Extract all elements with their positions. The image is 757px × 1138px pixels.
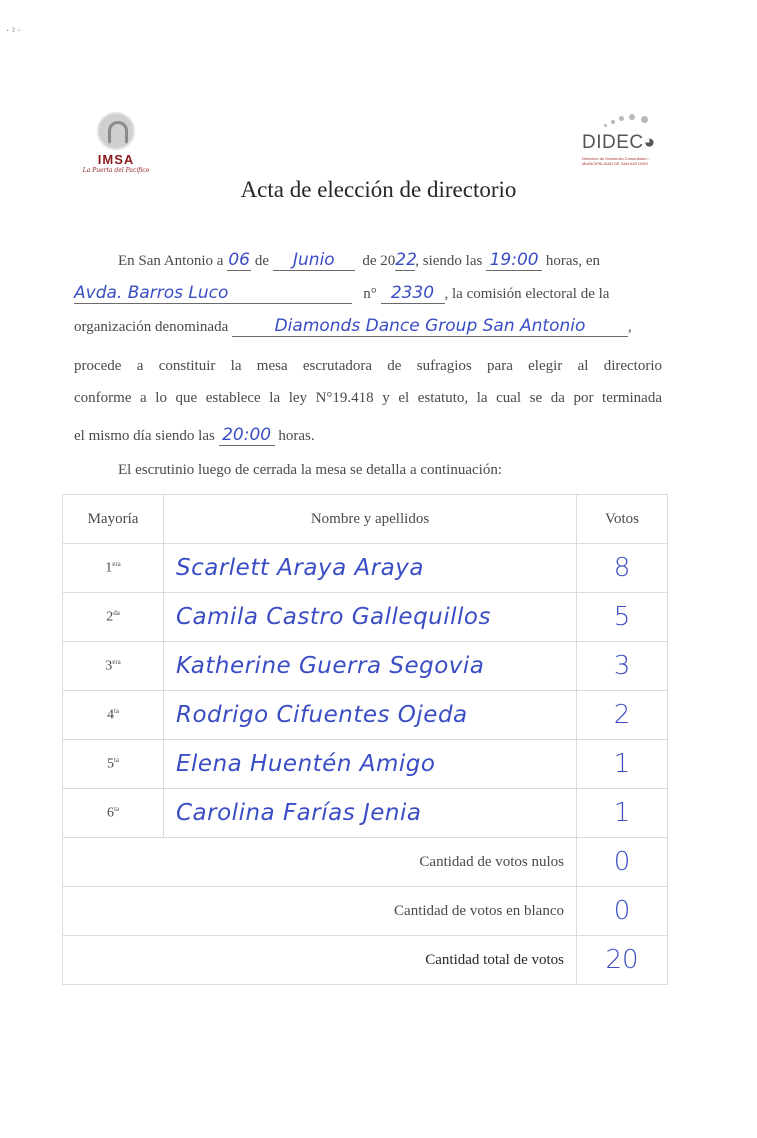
- votes-cell: 2: [577, 691, 668, 740]
- candidate-name-cell: Carolina Farías Jenia: [164, 789, 577, 838]
- rank-cell: $2^{da}$: [63, 593, 164, 642]
- paragraph-line-6: el mismo día siendo las 20:00 horas.: [74, 425, 315, 445]
- table-row: [63, 593, 668, 642]
- votes-header: Votos: [577, 495, 668, 544]
- dideco-logo-name: DIDEC◕: [582, 132, 656, 153]
- document-title: Acta de elección de directorio: [240, 177, 517, 202]
- null-votes-row: [63, 838, 668, 887]
- null-votes-value: 0: [577, 838, 668, 887]
- votes-cell: 5: [577, 593, 668, 642]
- rank-header: Mayoría: [63, 495, 164, 544]
- month-field: Junio: [273, 250, 355, 271]
- imsa-logo-name: IMSA: [97, 152, 135, 167]
- rank-cell: $5^{ta}$: [63, 740, 164, 789]
- candidate-name-cell: Rodrigo Cifuentes Ojeda: [164, 691, 577, 740]
- blank-votes-row: [63, 887, 668, 936]
- start-time-field: 19:00: [486, 250, 542, 271]
- end-time-field: 20:00: [219, 425, 275, 446]
- address-number-field: 2330: [381, 283, 445, 304]
- paragraph-line-3: organización denominada Diamonds Dance Group San Antonio ,: [74, 316, 632, 336]
- name-header: Nombre y apellidos: [164, 495, 577, 544]
- paragraph-line-4: procede a constituir la mesa escrutadora de sufragios para elegir al directorio: [74, 358, 662, 374]
- dideco-dots-icon: [604, 112, 654, 130]
- blank-votes-label: Cantidad de votos en blanco: [63, 887, 577, 936]
- organization-field: Diamonds Dance Group San Antonio: [232, 316, 628, 337]
- table-row: [63, 544, 668, 593]
- imsa-logo: [76, 112, 156, 174]
- votes-cell: 3: [577, 642, 668, 691]
- rank-cell: $6^{ta}$: [63, 789, 164, 838]
- results-table: [62, 494, 668, 985]
- blank-votes-value: 0: [577, 887, 668, 936]
- null-votes-label: Cantidad de votos nulos: [63, 838, 577, 887]
- table-row: [63, 642, 668, 691]
- total-votes-value: 20: [577, 936, 668, 985]
- votes-cell: 8: [577, 544, 668, 593]
- dideco-logo-subtitle: Dirección de Desarrollo Comunitario I. MUNICIPALIDAD DE SAN ANTONIO: [582, 156, 650, 166]
- table-row: [63, 789, 668, 838]
- imsa-logo-tagline: La Puerta del Pacífico: [82, 167, 150, 174]
- candidate-name-cell: Camila Castro Gallequillos: [164, 593, 577, 642]
- rank-cell: $3^{era}$: [63, 642, 164, 691]
- total-votes-row: [63, 936, 668, 985]
- paragraph-line-7: El escrutinio luego de cerrada la mesa se detalla a continuación:: [118, 462, 503, 478]
- table-row: [63, 691, 668, 740]
- candidate-name-cell: Katherine Guerra Segovia: [164, 642, 577, 691]
- paragraph-line-5: conforme a lo que establece la ley N°19.418 y el estatuto, la cual se da por terminada: [74, 390, 662, 406]
- total-votes-label: Cantidad total de votos: [63, 936, 577, 985]
- paragraph-line-1: En San Antonio a 06 de Junio de 2022, siendo las 19:00 horas, en: [118, 250, 600, 270]
- year-field: 22: [395, 250, 417, 270]
- rank-cell: $4^{ta}$: [63, 691, 164, 740]
- votes-cell: 1: [577, 789, 668, 838]
- municipal-seal-icon: [97, 112, 135, 150]
- rank-cell: $1^{era}$: [63, 544, 164, 593]
- table-row: [63, 740, 668, 789]
- table-header-row: [63, 495, 668, 544]
- votes-cell: 1: [577, 740, 668, 789]
- day-field: 06: [228, 250, 250, 270]
- candidate-name-cell: Elena Huentén Amigo: [164, 740, 577, 789]
- scan-speck: · ² ·: [6, 26, 21, 37]
- address-field: Avda. Barros Luco: [74, 283, 352, 304]
- candidate-name-cell: Scarlett Araya Araya: [164, 544, 577, 593]
- paragraph-line-2: Avda. Barros Luco n° 2330 , la comisión electoral de la: [74, 283, 610, 303]
